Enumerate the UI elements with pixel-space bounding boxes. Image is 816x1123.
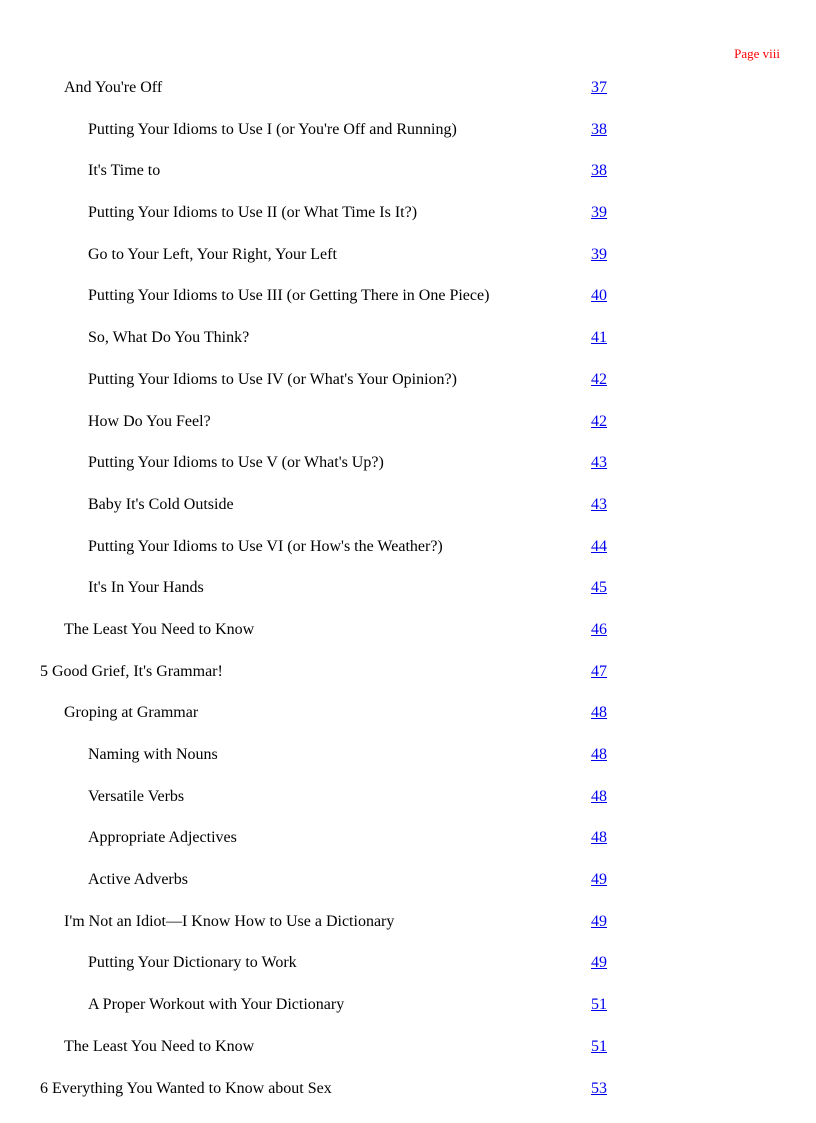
toc-page-link[interactable]: 45 xyxy=(591,579,607,597)
toc-entry-title: Active Adverbs xyxy=(88,871,188,889)
toc-entry-title: Baby It's Cold Outside xyxy=(88,495,234,513)
toc-entry-title: Putting Your Idioms to Use V (or What's Up?) xyxy=(88,454,384,472)
toc-entry-title: The Least You Need to Know xyxy=(64,620,255,638)
toc-entry xyxy=(0,738,816,780)
toc-entry-title: It's In Your Hands xyxy=(88,579,204,597)
toc-entry xyxy=(0,571,816,613)
toc-page-link[interactable]: 43 xyxy=(591,454,607,472)
toc-page-link[interactable]: 51 xyxy=(591,1037,607,1055)
toc-page-link[interactable]: 46 xyxy=(591,620,607,638)
toc-entry xyxy=(0,780,816,822)
toc-page-link[interactable]: 38 xyxy=(591,120,607,138)
toc-entry-title: 6 Everything You Wanted to Know about Sex xyxy=(40,1079,332,1097)
toc-page-link[interactable]: 40 xyxy=(591,287,607,305)
toc-page-link[interactable]: 48 xyxy=(591,704,607,722)
toc-page-link[interactable]: 48 xyxy=(591,787,607,805)
toc-entry xyxy=(0,446,816,488)
toc-entry-title: 5 Good Grief, It's Grammar! xyxy=(40,662,223,680)
page-label: Page viii xyxy=(734,46,780,61)
toc-entry xyxy=(0,613,816,655)
toc-page-link[interactable]: 53 xyxy=(591,1079,607,1097)
toc-entry-title: Putting Your Idioms to Use II (or What Time Is It?) xyxy=(88,204,418,222)
toc-entry-title: Go to Your Left, Your Right, Your Left xyxy=(88,245,337,263)
toc-entry-title: Putting Your Idioms to Use IV (or What's Your Opinion?) xyxy=(88,370,457,388)
toc-entry xyxy=(0,238,816,280)
toc-entry xyxy=(0,655,816,697)
toc-entry xyxy=(0,946,816,988)
toc-page-link[interactable]: 38 xyxy=(591,162,607,180)
toc-entry xyxy=(0,71,816,113)
toc-entry-title: Appropriate Adjectives xyxy=(88,829,237,847)
toc-page-link[interactable]: 42 xyxy=(591,370,607,388)
toc-entry-title: Groping at Grammar xyxy=(64,704,199,722)
toc-page-link[interactable]: 49 xyxy=(591,954,607,972)
toc-entry-title: I'm Not an Idiot—I Know How to Use a Dictionary xyxy=(64,912,395,930)
toc-page-link[interactable]: 39 xyxy=(591,204,607,222)
table-of-contents xyxy=(0,71,816,1113)
toc-page-link[interactable]: 43 xyxy=(591,495,607,513)
toc-entry-title: Putting Your Idioms to Use III (or Getting There in One Piece) xyxy=(88,287,490,305)
toc-entry xyxy=(0,363,816,405)
toc-entry xyxy=(0,1030,816,1072)
toc-page-link[interactable]: 49 xyxy=(591,912,607,930)
toc-entry xyxy=(0,1072,816,1114)
toc-page-link[interactable]: 49 xyxy=(591,871,607,889)
toc-page-link[interactable]: 47 xyxy=(591,662,607,680)
toc-entry-title: And You're Off xyxy=(64,79,163,96)
toc-page-link[interactable]: 44 xyxy=(591,537,607,555)
toc-page-link[interactable]: 39 xyxy=(591,245,607,263)
toc-entry xyxy=(0,279,816,321)
toc-page-link[interactable]: 37 xyxy=(591,79,607,96)
toc-entry xyxy=(0,405,816,447)
toc-entry xyxy=(0,196,816,238)
toc-entry xyxy=(0,154,816,196)
toc-entry xyxy=(0,821,816,863)
toc-page-link[interactable]: 51 xyxy=(591,996,607,1014)
toc-entry xyxy=(0,113,816,155)
toc-entry-title: It's Time to xyxy=(88,162,161,180)
toc-entry xyxy=(0,530,816,572)
toc-page-link[interactable]: 48 xyxy=(591,746,607,763)
toc-entry-title: Putting Your Idioms to Use VI (or How's the Weather?) xyxy=(88,537,443,555)
toc-page-link[interactable]: 48 xyxy=(591,829,607,847)
toc-entry-title: Versatile Verbs xyxy=(88,787,185,805)
toc-entry-title: So, What Do You Think? xyxy=(88,329,250,347)
toc-entry xyxy=(0,905,816,947)
toc-entry xyxy=(0,488,816,530)
toc-entry xyxy=(0,696,816,738)
toc-entry-title: Putting Your Idioms to Use I (or You're Off and Running) xyxy=(88,120,457,138)
toc-entry-title: Naming with Nouns xyxy=(88,746,218,763)
toc-entry-title: The Least You Need to Know xyxy=(64,1037,255,1055)
toc-page-link[interactable]: 41 xyxy=(591,329,607,347)
toc-entry-title: Putting Your Dictionary to Work xyxy=(88,954,297,972)
toc-entry xyxy=(0,988,816,1030)
toc-entry xyxy=(0,863,816,905)
toc-entry-title: How Do You Feel? xyxy=(88,412,211,430)
toc-page-link[interactable]: 42 xyxy=(591,412,607,430)
toc-entry xyxy=(0,321,816,363)
toc-entry-title: A Proper Workout with Your Dictionary xyxy=(88,996,345,1014)
